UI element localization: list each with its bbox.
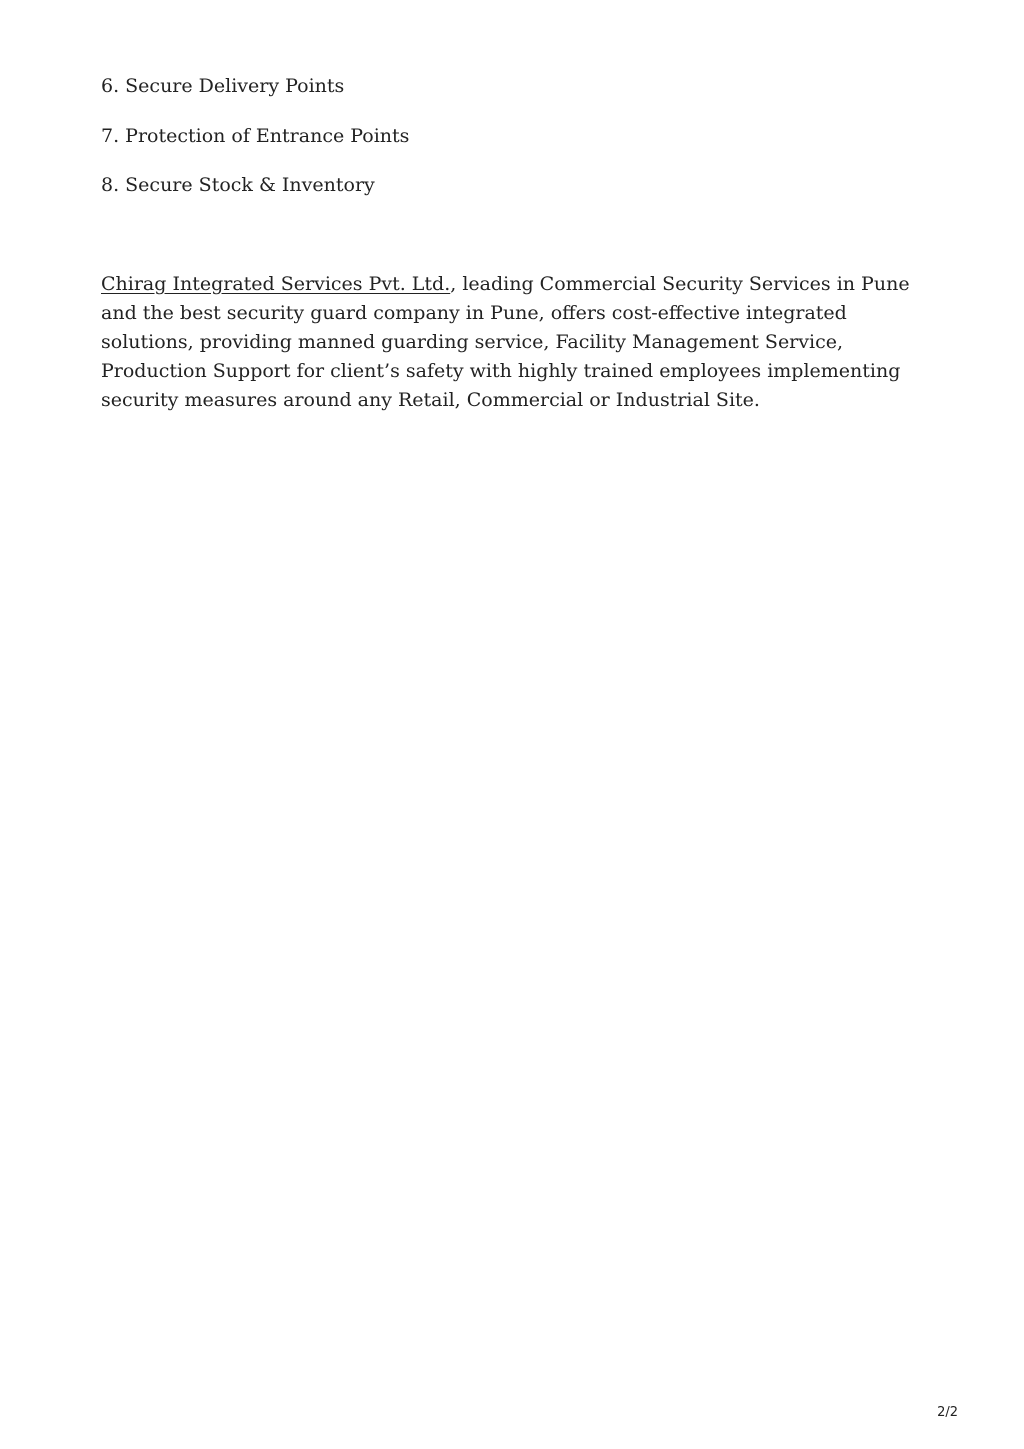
list-item: 7. Protection of Entrance Points — [101, 124, 410, 147]
page-number: 2/2 — [937, 1405, 958, 1420]
company-link[interactable]: Chirag Integrated Services Pvt. Ltd. — [101, 273, 451, 295]
company-description-paragraph — [101, 270, 931, 415]
numbered-list — [101, 72, 921, 221]
list-item: 8. Secure Stock & Inventory — [101, 174, 375, 196]
list-item: 6. Secure Delivery Points — [101, 75, 345, 97]
description-text: , leading Commercial Security Services in Pune and the best security guard company in Pune, offers cost-effective integrated solutions, providing manned guarding service, Facility Management Service, Production Support for client’s safety with highly trained employees implementing security measures around any Retail, Commercial or Industrial Site. — [101, 273, 910, 411]
